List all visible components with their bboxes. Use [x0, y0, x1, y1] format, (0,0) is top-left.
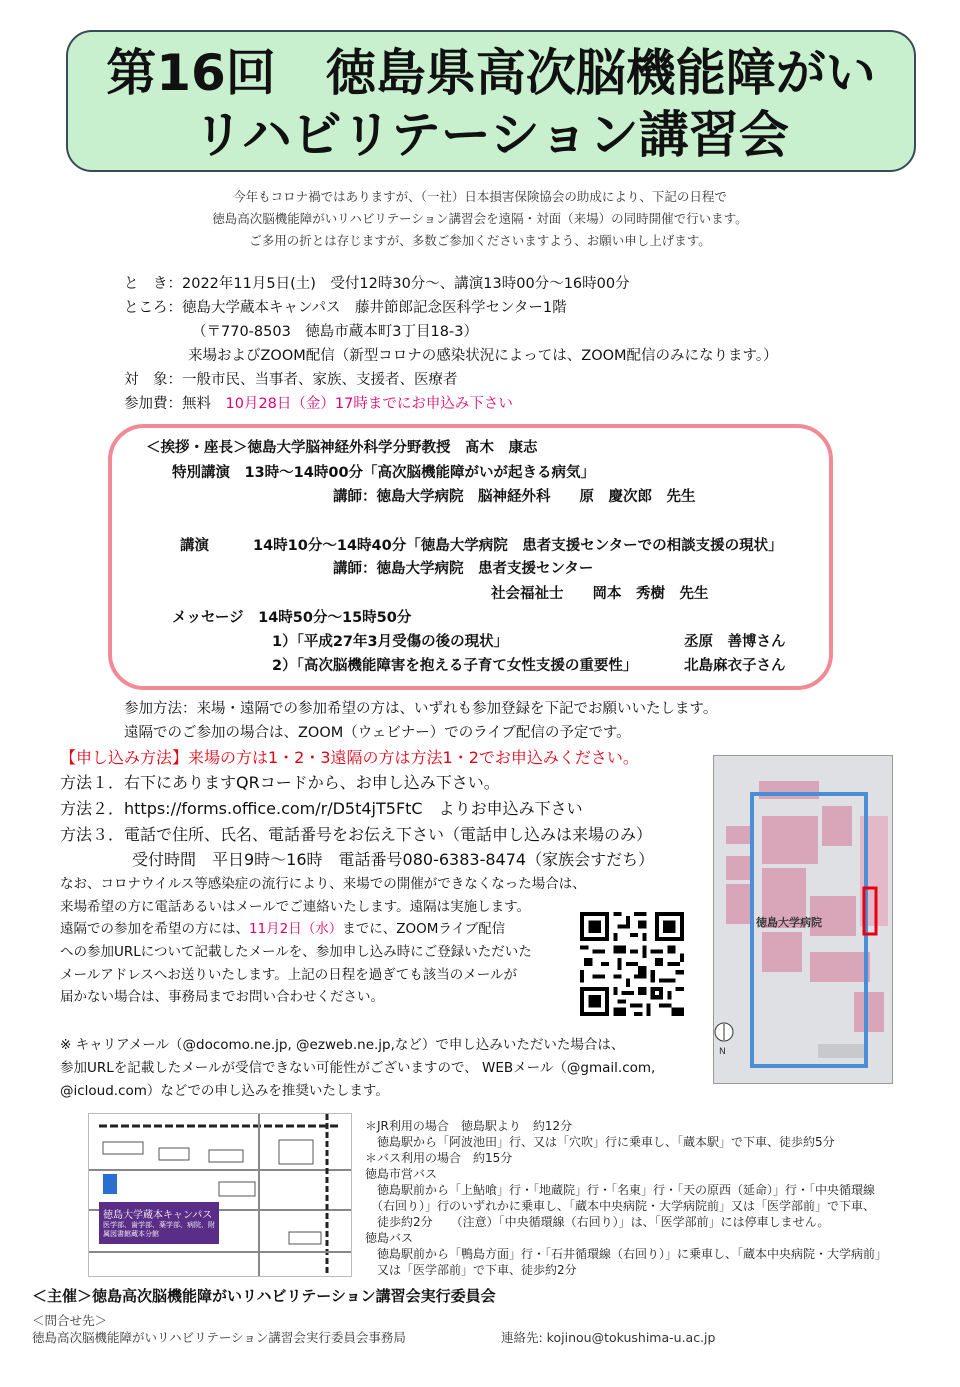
note-line: への参加URLについて記載したメールを、参加申し込み時にご登録いただいた [60, 944, 532, 960]
event-info [124, 272, 778, 416]
participation-line-1: 参加方法：来場・遠隔での参加希望の方は、いずれも参加登録を下記でお願いいたします。 [124, 701, 718, 717]
campus-label: 徳島大学蔵本キャンパス [103, 1210, 213, 1221]
access-line: 徒歩約2分 （注意）「中央循環線（右回り）」は、「医学部前」には停車しません。 [365, 1215, 830, 1229]
access-line: ＊バス利用の場合 約15分 [365, 1151, 513, 1165]
title-line-1: 第16回 徳島県高次脳機能障がい [106, 44, 876, 102]
intro-line: ご多用の折とは存じますが、多数ご参加くださいますよう、お願い申し上げます。 [249, 233, 711, 248]
event-date: と き：2022年11月5日(土) 受付12時30分～、講演13時00分～16時00分 [124, 276, 630, 292]
access-map [88, 1113, 352, 1277]
access-line: ＊JR利用の場合 徳島駅より 約12分 [365, 1119, 573, 1133]
campus-label-box [99, 1202, 219, 1244]
access-line: 徳島バス [365, 1231, 414, 1245]
access-line: 徳島駅から「阿波池田」行、又は「穴吹」行に乗車し、「蔵本駅」で下車、徒歩約5分 [365, 1135, 835, 1149]
participation-line-2: 遠隔でのご参加の場合は、ZOOM（ウェビナー）でのライブ配信の予定です。 [124, 725, 631, 741]
apply-method-3: 方法３．電話で住所、氏名、電話番号をお伝え下さい（電話申し込みは来場のみ） [60, 825, 653, 844]
map-hospital-label: 徳島大学病院 [756, 916, 822, 929]
intro-text [0, 186, 960, 252]
message-2-title: 2）「高次脳機能障害を抱える子育て女性支援の重要性」 [272, 658, 638, 674]
note-remote-post: までに、ZOOMライブ配信 [342, 921, 506, 937]
intro-line: 徳島高次脳機能障がいリハビリテーション講習会を遠隔・対面（来場）の同時開催で行います。 [212, 211, 748, 226]
apply-phone: 受付時間 平日9時～16時 電話番号080-6383-8474（家族会すだち） [132, 850, 655, 869]
access-info [365, 1118, 887, 1278]
apply-method-1: 方法１．右下にありますQRコードから、お申し込み下さい。 [60, 773, 500, 792]
title-line-2: リハビリテーション講習会 [193, 106, 789, 164]
apply-heading: 【申し込み方法】来場の方は1・2・3遠隔の方は方法1・2でお申込みください。 [60, 748, 639, 767]
note-remote-pre: 遠隔での参加を希望の方には、 [60, 921, 249, 937]
access-line: 徳島駅前から「鴨島方面」行・「石井循環線（右回り）」に乗車し、「蔵本中央病院・大学病前」 [365, 1247, 888, 1261]
fee-deadline: 10月28日（金）17時までにお申込み下さい [225, 396, 513, 412]
qr-code[interactable] [580, 912, 684, 1016]
note-line-remote [60, 918, 505, 940]
note-remote-date: 11月2日（水） [249, 921, 343, 937]
message-label: メッセージ 14時50分～15時50分 [172, 610, 412, 626]
event-place: ところ：徳島大学蔵本キャンパス 藤井節郎記念医科学センター1階 [124, 300, 567, 316]
lecture-title: 14時10分～14時40分「徳島大学病院 患者支援センターでの相談支援の現状」 [253, 538, 783, 554]
event-address: （〒770-8503 徳島市蔵本町3丁目18-3） [192, 324, 478, 340]
north-indicator: N [719, 1047, 726, 1057]
note-line: 来場希望の方に電話あるいはメールでご連絡いたします。遠隔は実施します。 [60, 899, 531, 915]
contact-email[interactable]: 連絡先: kojinou@tokushima-u.ac.jp [501, 1330, 716, 1345]
career-note: ※ キャリアメール（@docomo.ne.jp, @ezweb.ne.jp,など）で申し込みいただいた場合は、 [60, 1037, 625, 1053]
access-line: 徳島市営バス [365, 1167, 438, 1181]
career-note: @icloud.com）などでの申し込みを推奨いたします。 [60, 1083, 389, 1099]
message-1-speaker: 丞原 善博さん [684, 634, 786, 650]
message-2-speaker: 北島麻衣子さん [684, 658, 786, 674]
access-line: 徳島駅前から「上鮎喰」行・「地蔵院」行・「名東」行・「天の原西（延命）」行・「中央循環線 [365, 1183, 876, 1197]
organizer: ＜主催＞徳島高次脳機能障がいリハビリテーション講習会実行委員会 [32, 1287, 496, 1305]
program-greeting: ＜挨拶・座長＞徳島大学脳神経外科学分野教授 髙木 康志 [146, 440, 538, 456]
career-note: 参加URLを記載したメールが受信できない可能性がございますので、 WEBメール（@gmail.com, [60, 1060, 656, 1076]
campus-map [713, 755, 893, 1084]
fee-label: 参加費：無料 [124, 396, 226, 412]
access-line: （右回り）」行のいずれかに乗車し、「蔵本中央病院・大学病院前」又は「医学部前」で下車、 [365, 1199, 876, 1213]
note-line: 届かない場合は、事務局までお問い合わせください。 [60, 989, 384, 1005]
message-1-title: 1）「平成27年3月受傷の後の現状」 [272, 634, 509, 650]
access-map-graphic [89, 1114, 351, 1276]
lecture-speaker-title: 社会福祉士 岡本 秀樹 先生 [491, 586, 709, 602]
note-line: メールアドレスへお送りいたします。上記の日程を過ぎても該当のメールが [60, 967, 517, 983]
inquiry-label: ＜問合せ先＞ [32, 1313, 108, 1328]
special-lecture: 特別講演 13時～14時00分「高次脳機能障がいが起きる病気」 [172, 465, 596, 481]
access-line: 又は「医学部前」で下車、徒歩約2分 [365, 1263, 577, 1277]
intro-line: 今年もコロナ禍ではありますが、（一社）日本損害保険協会の助成により、下記の日程で [233, 189, 727, 204]
event-fee [124, 392, 778, 416]
note-line: なお、コロナウイルス等感染症の流行により、来場での開催ができなくなった場合は、 [60, 876, 586, 892]
apply-method-2[interactable]: 方法２．https://forms.office.com/r/D5t4jT5FtC よりお申込み下さい [60, 799, 583, 818]
campus-label-sub: 医学部、歯学部、薬学部、病院、附属図書館蔵本分館 [103, 1221, 215, 1238]
office-name: 徳島高次脳機能障がいリハビリテーション講習会実行委員会事務局 [32, 1330, 406, 1345]
event-target: 対 象：一般市民、当事者、家族、支援者、医療者 [124, 372, 458, 388]
title-banner [66, 30, 916, 172]
lecture-speaker: 講師：徳島大学病院 患者支援センター [333, 561, 594, 577]
lecture-label: 講演 [180, 538, 209, 554]
venue-note: 来場およびZOOM配信（新型コロナの感染状況によっては、ZOOM配信のみになります。） [188, 348, 778, 364]
special-speaker: 講師：徳島大学病院 脳神経外科 原 慶次郎 先生 [333, 489, 696, 505]
